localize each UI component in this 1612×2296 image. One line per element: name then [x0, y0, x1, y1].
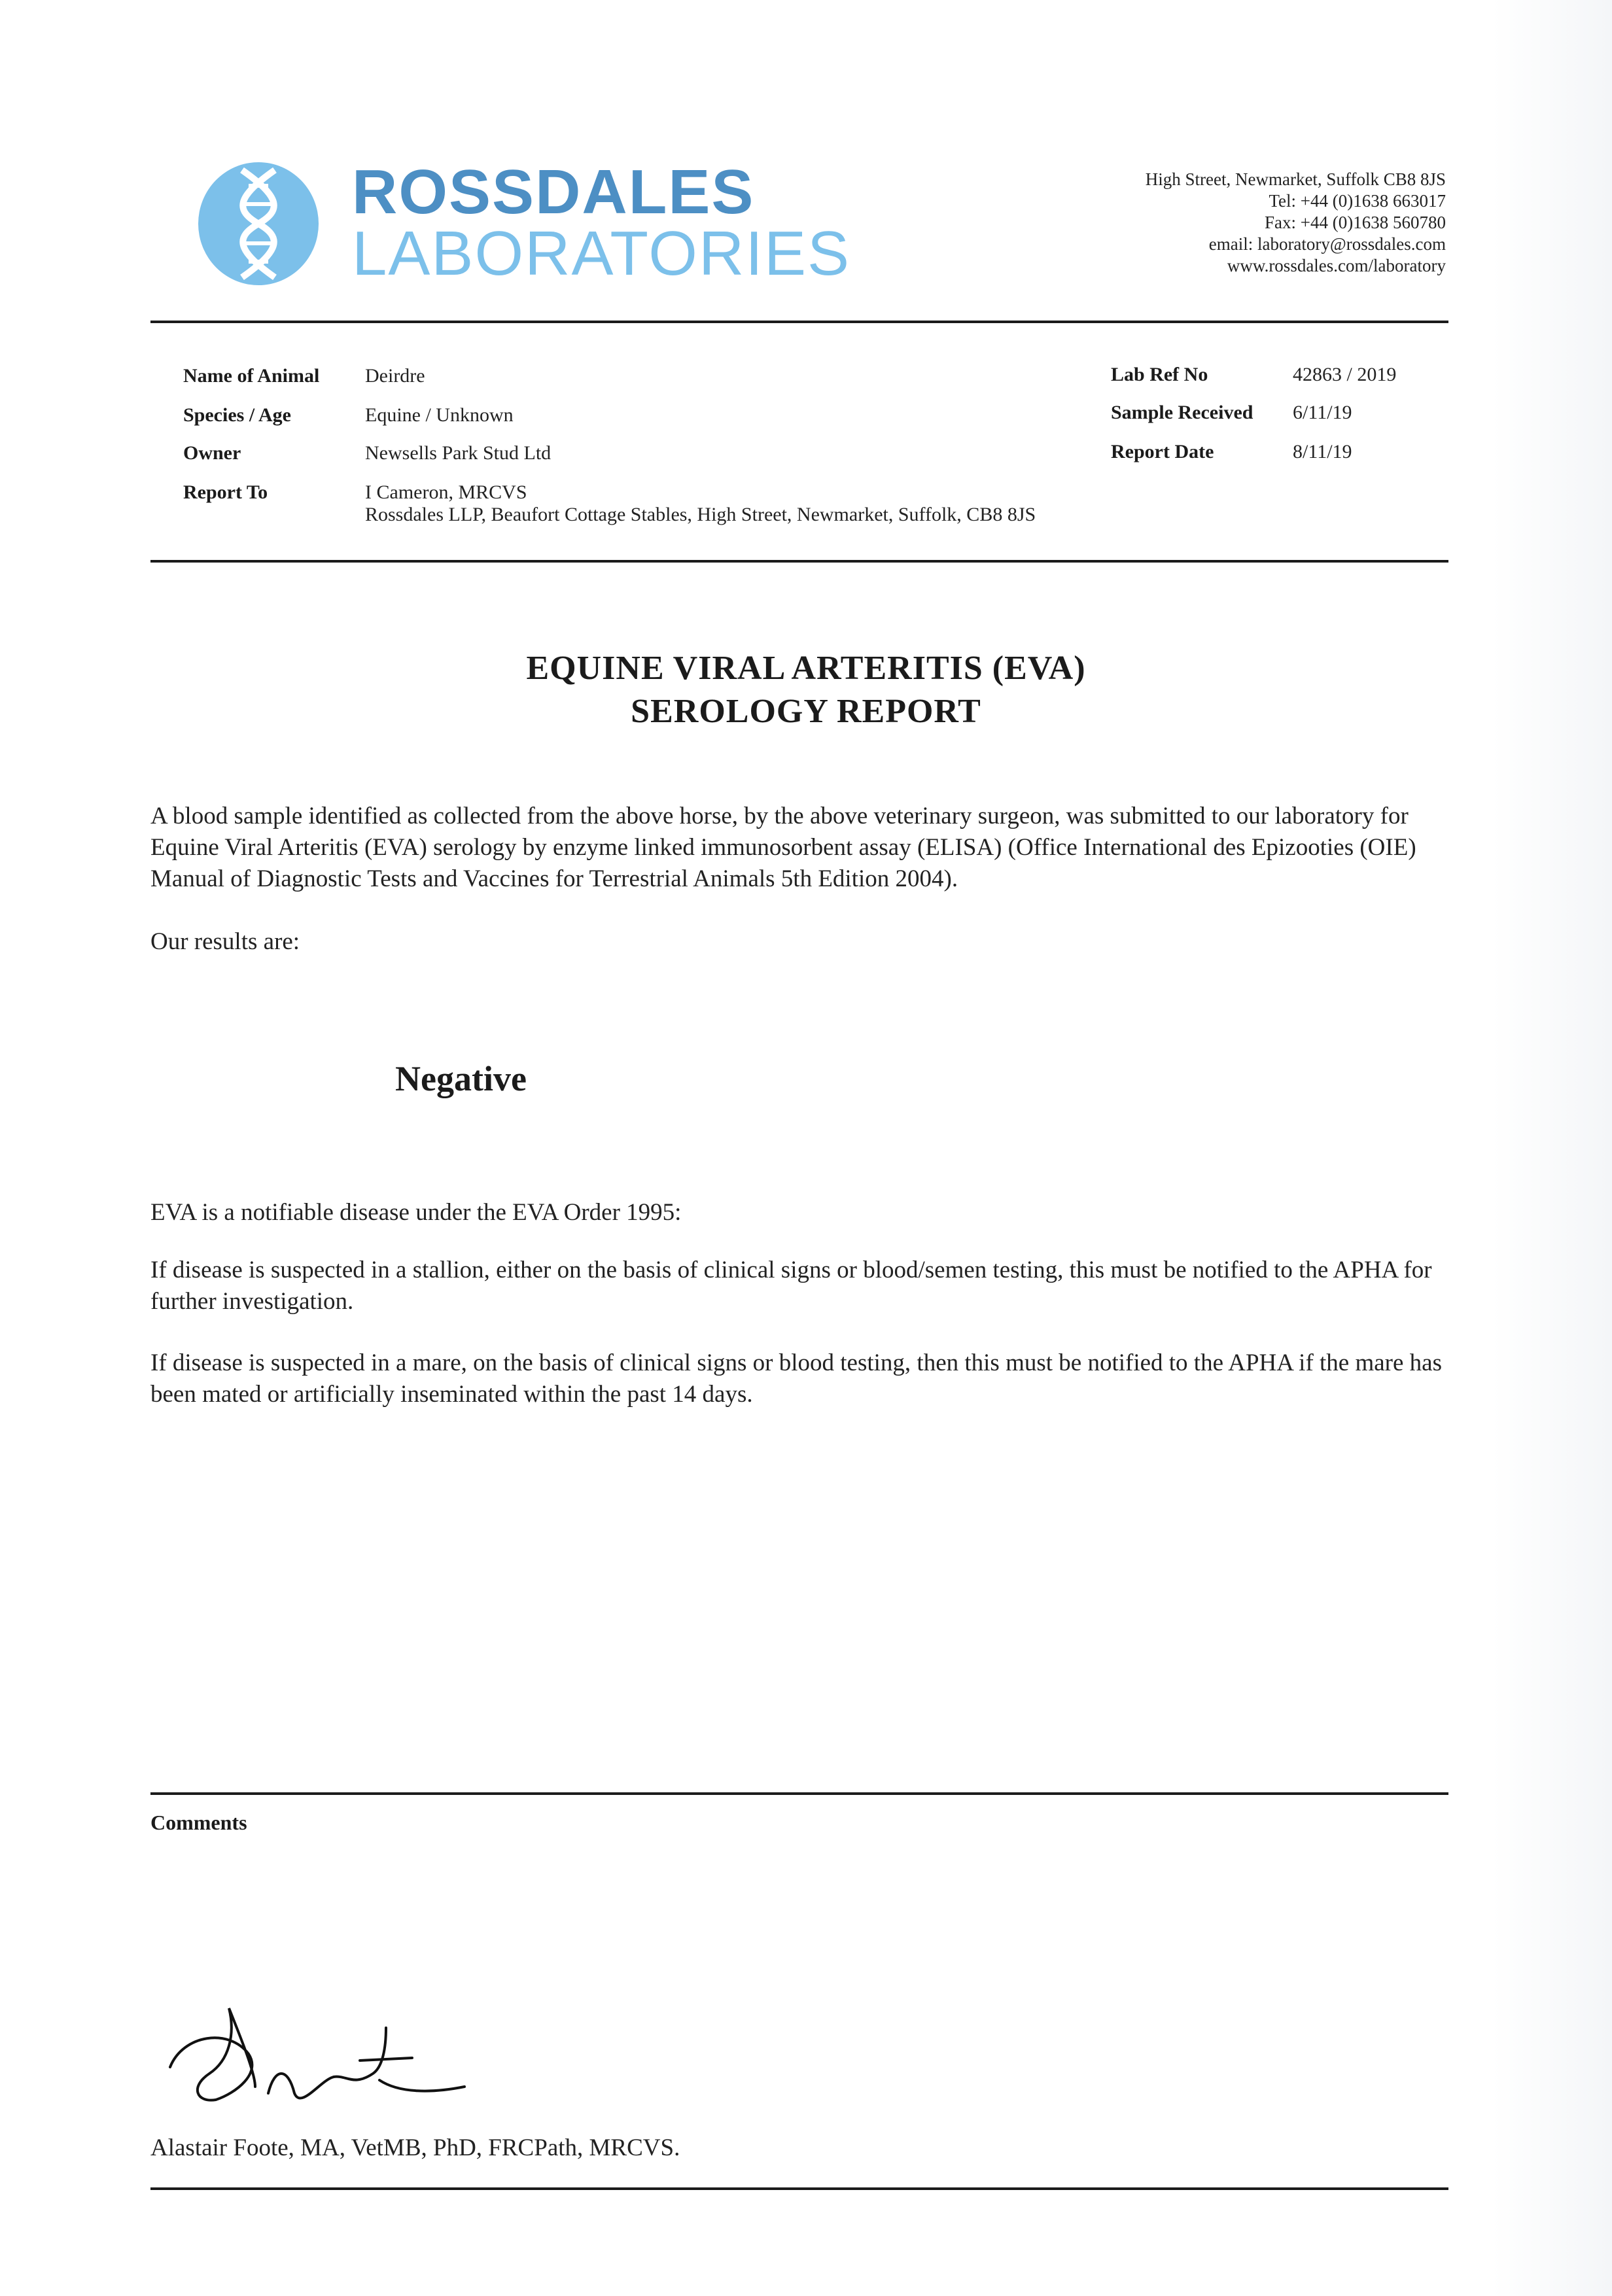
signatory-name: Alastair Foote, MA, VetMB, PhD, FRCPath, MRCVS. [150, 2134, 680, 2161]
report-to-label: Report To [183, 481, 268, 503]
scan-edge-shade [1492, 0, 1612, 2296]
stallion-note: If disease is suspected in a stallion, either on the basis of clinical signs or blood/semen testing, this must be notified to the APHA for further investigation. [150, 1257, 1432, 1315]
lab-ref-label: Lab Ref No [1111, 364, 1208, 385]
test-result: Negative [395, 1059, 527, 1098]
logo-wordmark-line1: ROSSDALES [352, 157, 755, 227]
lab-address [1146, 169, 1446, 277]
sample-received-label: Sample Received [1111, 402, 1253, 423]
logo-wordmark-line2: LABORATORIES [352, 218, 850, 288]
mare-note: If disease is suspected in a mare, on the basis of clinical signs or blood testing, then this must be notified to the APHA if the mare has been mated or artificially inseminated within the past 14 days. [150, 1349, 1442, 1408]
intro-paragraph: A blood sample identified as collected from the above horse, by the above veterinary surgeon, was submitted to our laboratory for Equine Viral Arteritis (EVA) serology by enzyme linked immunosorbent assay (ELISA) (Office International des Epizooties (OIE) Manual of Diagnostic Tests and Vaccines for Terrestrial Animals 5th Edition 2004). [150, 803, 1416, 892]
dna-helix-icon [196, 158, 321, 289]
owner-label: Owner [183, 442, 241, 464]
address-line: High Street, Newmarket, Suffolk CB8 8JS [1145, 169, 1446, 189]
notifiable-statement: EVA is a notifiable disease under the EVA Order 1995: [150, 1199, 682, 1226]
name-label: Name of Animal [183, 365, 320, 387]
comments-divider [150, 1792, 1448, 1795]
report-to-address: Rossdales LLP, Beaufort Cottage Stables, High Street, Newmarket, Suffolk, CB8 8JS [365, 504, 1036, 525]
report-date-value: 8/11/19 [1293, 441, 1352, 462]
details-divider [150, 560, 1448, 563]
report-date-label: Report Date [1111, 441, 1214, 462]
species-value: Equine / Unknown [365, 404, 514, 426]
address-website: www.rossdales.com/laboratory [1227, 256, 1446, 275]
species-label: Species / Age [183, 404, 291, 426]
owner-value: Newsells Park Stud Ltd [365, 442, 552, 464]
sample-received-value: 6/11/19 [1293, 402, 1352, 423]
results-intro: Our results are: [150, 928, 300, 955]
lab-ref-value: 42863 / 2019 [1293, 364, 1397, 385]
report-title: EQUINE VIRAL ARTERITIS (EVA) [526, 650, 1086, 687]
address-fax: Fax: +44 (0)1638 560780 [1265, 213, 1446, 232]
report-to-name: I Cameron, MRCVS [365, 481, 527, 503]
header-divider [150, 321, 1448, 323]
footer-divider [150, 2187, 1448, 2190]
address-email: email: laboratory@rossdales.com [1208, 234, 1446, 254]
handwritten-signature [157, 1995, 497, 2119]
comments-label: Comments [150, 1811, 247, 1834]
report-subtitle: SEROLOGY REPORT [631, 693, 981, 730]
name-value: Deirdre [365, 365, 425, 387]
address-phone: Tel: +44 (0)1638 663017 [1269, 191, 1446, 211]
